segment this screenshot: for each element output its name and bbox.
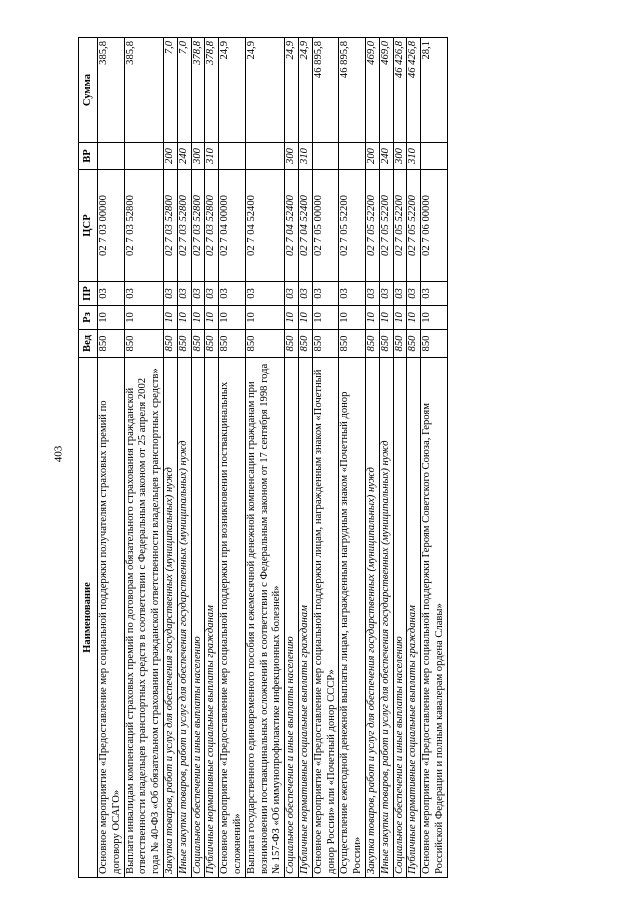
cell-vr: [245, 143, 284, 170]
cell-pr: 03: [407, 282, 421, 306]
cell-name: Иные закупки товаров, работ и услуг для обеспечения государственных (муниципальных) нужд: [379, 358, 393, 878]
page-number: 403: [52, 445, 65, 463]
cell-sum: 469,0: [365, 38, 379, 143]
column-header-csr: ЦСР: [79, 170, 98, 282]
cell-vr: [312, 143, 339, 170]
cell-vr: 240: [177, 143, 191, 170]
cell-ved: 850: [339, 330, 366, 358]
cell-rz: 10: [365, 306, 379, 330]
cell-rz: 10: [285, 306, 299, 330]
cell-csr: 02 7 05 52200: [393, 170, 407, 282]
cell-sum: 46 426,8: [407, 38, 421, 143]
cell-rz: 10: [339, 306, 366, 330]
cell-rz: 10: [177, 306, 191, 330]
cell-vr: [421, 143, 448, 170]
cell-pr: 03: [379, 282, 393, 306]
cell-pr: 03: [245, 282, 284, 306]
cell-rz: 10: [421, 306, 448, 330]
cell-rz: 10: [312, 306, 339, 330]
cell-ved: 850: [379, 330, 393, 358]
cell-sum: 24,9: [298, 38, 312, 143]
cell-csr: 02 7 03 52800: [177, 170, 191, 282]
cell-pr: 03: [98, 282, 125, 306]
cell-name: Закупка товаров, работ и услуг для обеспечения государственных (муниципальных) нужд: [163, 358, 177, 878]
column-header-pr: ПР: [79, 282, 98, 306]
cell-csr: 02 7 05 52200: [407, 170, 421, 282]
cell-name: Основное мероприятие «Предоставление мер социальной поддержки лицам, награжденным знаком «Почетный донор России» или «Почетный донор СССР»: [312, 358, 339, 878]
cell-name: Выплата инвалидам компенсаций страховых премий по договорам обязательного страхования гражданской ответственности владельцев транспортных средств в соответствии с Федеральным законом от 25 апреля 2002 года № 40-ФЗ «Об обязательном страховании гражданской ответственности владельцев транспортных средств»: [124, 358, 163, 878]
cell-csr: 02 7 03 52800: [124, 170, 163, 282]
table-row: [205, 38, 219, 878]
table-row: [421, 38, 448, 878]
table-row: [98, 38, 125, 878]
cell-vr: 200: [163, 143, 177, 170]
column-header-ved: Вед: [79, 330, 98, 358]
cell-rz: 10: [163, 306, 177, 330]
cell-pr: 03: [205, 282, 219, 306]
cell-ved: 850: [124, 330, 163, 358]
cell-name: Выплата государственного единовременного пособия и ежемесячной денежной компенсации гражданам при возникновении поствакцинальных осложнений в соответствии с Федеральным законом от 17 сентября 1998 года № 157-ФЗ «Об иммунопрофилактике инфекционных болезней»: [245, 358, 284, 878]
table-row: [365, 38, 379, 878]
cell-vr: 310: [407, 143, 421, 170]
cell-ved: 850: [298, 330, 312, 358]
cell-sum: 385,8: [124, 38, 163, 143]
cell-csr: 02 7 04 00000: [219, 170, 246, 282]
cell-ved: 850: [365, 330, 379, 358]
cell-rz: 10: [205, 306, 219, 330]
cell-pr: 03: [312, 282, 339, 306]
cell-rz: 10: [407, 306, 421, 330]
table-header-row: [79, 38, 98, 878]
budget-table: [78, 37, 448, 878]
cell-csr: 02 7 05 00000: [312, 170, 339, 282]
cell-name: Социальное обеспечение и иные выплаты населению: [285, 358, 299, 878]
cell-vr: 200: [365, 143, 379, 170]
cell-sum: 46 895,8: [339, 38, 366, 143]
cell-vr: [339, 143, 366, 170]
cell-ved: 850: [205, 330, 219, 358]
cell-name: Иные закупки товаров, работ и услуг для обеспечения государственных (муниципальных) нужд: [177, 358, 191, 878]
cell-ved: 850: [421, 330, 448, 358]
cell-csr: 02 7 03 52800: [163, 170, 177, 282]
table-row: [124, 38, 163, 878]
cell-name: Основное мероприятие «Предоставление мер социальной поддержки получателям страховых премий по договору ОСАГО»: [98, 358, 125, 878]
cell-vr: 300: [191, 143, 205, 170]
cell-ved: 850: [393, 330, 407, 358]
table-row: [245, 38, 284, 878]
cell-pr: 03: [177, 282, 191, 306]
cell-csr: 02 7 05 52200: [365, 170, 379, 282]
cell-rz: 10: [379, 306, 393, 330]
cell-vr: 300: [393, 143, 407, 170]
cell-pr: 03: [339, 282, 366, 306]
cell-rz: 10: [191, 306, 205, 330]
cell-sum: 46 426,8: [393, 38, 407, 143]
cell-sum: 46 895,8: [312, 38, 339, 143]
cell-vr: [124, 143, 163, 170]
table-row: [298, 38, 312, 878]
table-row: [407, 38, 421, 878]
cell-sum: 7,0: [163, 38, 177, 143]
cell-csr: 02 7 05 52200: [379, 170, 393, 282]
cell-ved: 850: [191, 330, 205, 358]
cell-sum: 469,0: [379, 38, 393, 143]
cell-vr: [219, 143, 246, 170]
cell-pr: 03: [285, 282, 299, 306]
cell-csr: 02 7 04 52400: [245, 170, 284, 282]
cell-rz: 10: [124, 306, 163, 330]
cell-name: Публичные нормативные социальные выплаты гражданам: [298, 358, 312, 878]
cell-ved: 850: [177, 330, 191, 358]
cell-rz: 10: [219, 306, 246, 330]
cell-pr: 03: [124, 282, 163, 306]
cell-ved: 850: [219, 330, 246, 358]
cell-vr: [98, 143, 125, 170]
table-row: [393, 38, 407, 878]
cell-ved: 850: [285, 330, 299, 358]
cell-csr: 02 7 06 00000: [421, 170, 448, 282]
cell-sum: 28,1: [421, 38, 448, 143]
cell-name: Основное мероприятие «Предоставление мер социальной поддержки Героям Советского Союза, Героям Российской Федерации и полным кавалерам ордена Славы»: [421, 358, 448, 878]
cell-ved: 850: [245, 330, 284, 358]
cell-vr: 300: [285, 143, 299, 170]
cell-name: Основное мероприятие «Предоставление мер социальной поддержки при возникновении поствакцинальных осложнений»: [219, 358, 246, 878]
table-row: [312, 38, 339, 878]
cell-pr: 03: [219, 282, 246, 306]
cell-pr: 03: [298, 282, 312, 306]
cell-rz: 10: [298, 306, 312, 330]
table-row: [191, 38, 205, 878]
column-header-vr: ВР: [79, 143, 98, 170]
column-header-name: Наименование: [79, 358, 98, 878]
cell-name: Публичные нормативные социальные выплаты гражданам: [407, 358, 421, 878]
cell-pr: 03: [365, 282, 379, 306]
cell-name: Осуществление ежегодной денежной выплаты лицам, награжденным нагрудным знаком «Почетный донор России»: [339, 358, 366, 878]
cell-sum: 24,9: [219, 38, 246, 143]
cell-ved: 850: [312, 330, 339, 358]
cell-ved: 850: [98, 330, 125, 358]
cell-name: Социальное обеспечение и иные выплаты населению: [191, 358, 205, 878]
cell-csr: 02 7 03 00000: [98, 170, 125, 282]
cell-name: Социальное обеспечение и иные выплаты населению: [393, 358, 407, 878]
cell-csr: 02 7 04 52400: [298, 170, 312, 282]
cell-csr: 02 7 05 52200: [339, 170, 366, 282]
cell-sum: 378,8: [205, 38, 219, 143]
cell-sum: 24,9: [245, 38, 284, 143]
cell-name: Публичные нормативные социальные выплаты гражданам: [205, 358, 219, 878]
cell-name: Закупка товаров, работ и услуг для обеспечения государственных (муниципальных) нужд: [365, 358, 379, 878]
cell-rz: 10: [98, 306, 125, 330]
cell-vr: 310: [298, 143, 312, 170]
cell-sum: 24,9: [285, 38, 299, 143]
table-body: [98, 38, 448, 878]
cell-vr: 240: [379, 143, 393, 170]
table-row: [285, 38, 299, 878]
column-header-sum: Сумма: [79, 38, 98, 143]
cell-csr: 02 7 04 52400: [285, 170, 299, 282]
cell-ved: 850: [163, 330, 177, 358]
cell-pr: 03: [163, 282, 177, 306]
rotated-table-container: [78, 38, 640, 878]
table-row: [379, 38, 393, 878]
cell-rz: 10: [245, 306, 284, 330]
cell-ved: 850: [407, 330, 421, 358]
cell-pr: 03: [191, 282, 205, 306]
table-row: [177, 38, 191, 878]
column-header-rz: Рз: [79, 306, 98, 330]
cell-sum: 378,8: [191, 38, 205, 143]
cell-pr: 03: [393, 282, 407, 306]
cell-vr: 310: [205, 143, 219, 170]
cell-pr: 03: [421, 282, 448, 306]
cell-csr: 02 7 03 52800: [205, 170, 219, 282]
table-row: [339, 38, 366, 878]
cell-rz: 10: [393, 306, 407, 330]
cell-sum: 385,8: [98, 38, 125, 143]
cell-sum: 7,0: [177, 38, 191, 143]
table-row: [219, 38, 246, 878]
cell-csr: 02 7 03 52800: [191, 170, 205, 282]
table-row: [163, 38, 177, 878]
